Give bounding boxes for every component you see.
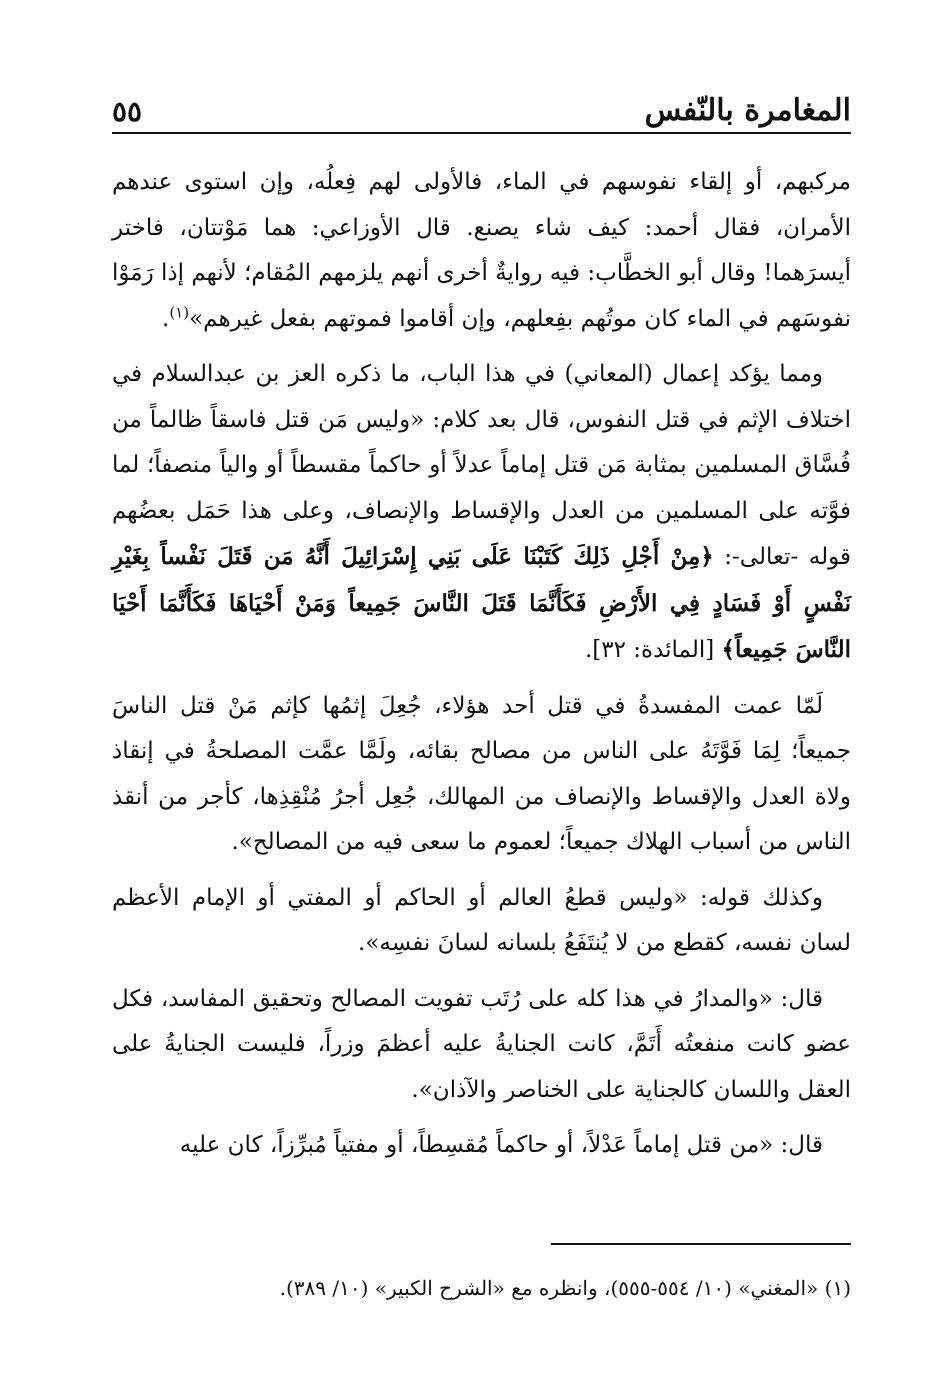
footnote-divider	[551, 1243, 851, 1245]
footnote-text: (١) «المغني» (١٠/ ٥٥٤-٥٥٥)، وانظره مع «الشرح الكبير» (١٠/ ٣٨٩).	[279, 1276, 851, 1300]
quran-verse: ﴿مِنْ أَجْلِ ذَلِكَ كَتَبْنَا عَلَى بَنِي إِسْرَائِيلَ أَنَّهُ مَن قَتَلَ نَفْساً بِغَيْرِ نَفْسٍ أَوْ فَسَادٍ فِي الأَرْضِ فَكَأَنَّمَا قَتَلَ النَّاسَ جَمِيعاً وَمَنْ أَحْيَاهَا فَكَأَنَّمَا أَحْيَا النَّاسَ جَمِيعاً﴾	[112, 543, 851, 663]
paragraph-6-text: قال: «من قتل إماماً عَدْلاً، أو حاكماً مُقسِطاً، أو مفتياً مُبرِّزاً، كان عليه	[179, 1132, 823, 1158]
footnote-marker: (١)	[169, 302, 190, 321]
body-text	[112, 160, 851, 1179]
paragraph-1	[112, 160, 851, 342]
quran-reference: [المائدة: ٣٢].	[584, 637, 722, 663]
paragraph-4-text: وكذلك قوله: «وليس قطعُ العالم أو الحاكم أو المفتي أو الإمام الأعظم لسان نفسه، كقطع من لا يُنتَفَعُ بلسانه لسانَ نفسِه».	[112, 884, 851, 956]
running-title: المغامرة بالنّفس	[644, 93, 851, 128]
paragraph-2	[112, 352, 851, 674]
paragraph-6	[112, 1123, 851, 1169]
paragraph-3-text: لَمّا عمت المفسدةُ في قتل أحد هؤلاء، جُعِلَ إثمُها كإثم مَنْ قتل الناسَ جميعاً؛ لِمَا فَوَّتَهُ على الناس من مصالح بقائه، ولَمَّا عمَّت المصلحةُ في إنقاذ ولاة العدل والإقساط والإنصاف من المهالك، جُعِل أجرُ مُنْقِذِها، كأجر من أنقذ الناس من أسباب الهلاك جميعاً؛ لعموم ما سعى فيه من المصالح».	[112, 692, 851, 855]
paragraph-4	[112, 876, 851, 967]
paragraph-2-text: ومما يؤكد إعمال (المعاني) في هذا الباب، ما ذكره العز بن عبدالسلام في اختلاف الإثم في قتل النفوس، قال بعد كلام: «وليس مَن قتل فاسقاً ظالماً من فُسَّاق المسلمين بمثابة مَن قتل إماماً عدلاً أو حاكماً مقسطاً أو والياً منصفاً؛ لما فوَّته على المسلمين من العدل والإقساط والإنصاف، وعلى هذا حَمَل بعضُهم قوله -تعالى-:	[112, 361, 851, 570]
paragraph-1-text: مركبهم، أو إلقاء نفوسهم في الماء، فالأولى لهم فِعلُه، وإن استوى عندهم الأمران، فقال أحمد: كيف شاء يصنع. قال الأوزاعي: هما مَوْتتان، فاختر أيسرَهما! وقال أبو الخطَّاب: فيه روايةٌ أخرى أنهم يلزمهم المُقام؛ لأنهم إذا رَمَوْا نفوسَهم في الماء كان موتُهم بفِعلهم، وإن أقاموا فموتهم بفعل غيرهم»	[112, 169, 851, 332]
paragraph-5-text: قال: «والمدارُ في هذا كله على رُتَب تفويت المصالح وتحقيق المفاسد، فكل عضو كانت منفعتُه أَتَمَّ، كانت الجنايةُ عليه أعظمَ وزراً، فليست الجنايةُ على العقل واللسان كالجناية على الخناصر والآذان».	[112, 985, 851, 1103]
page-header	[112, 78, 851, 134]
paragraph-5	[112, 977, 851, 1114]
paragraph-1-tail: .	[162, 305, 170, 332]
paragraph-3	[112, 684, 851, 866]
page-number: ٥٥	[112, 95, 143, 128]
footnote	[112, 1270, 851, 1306]
